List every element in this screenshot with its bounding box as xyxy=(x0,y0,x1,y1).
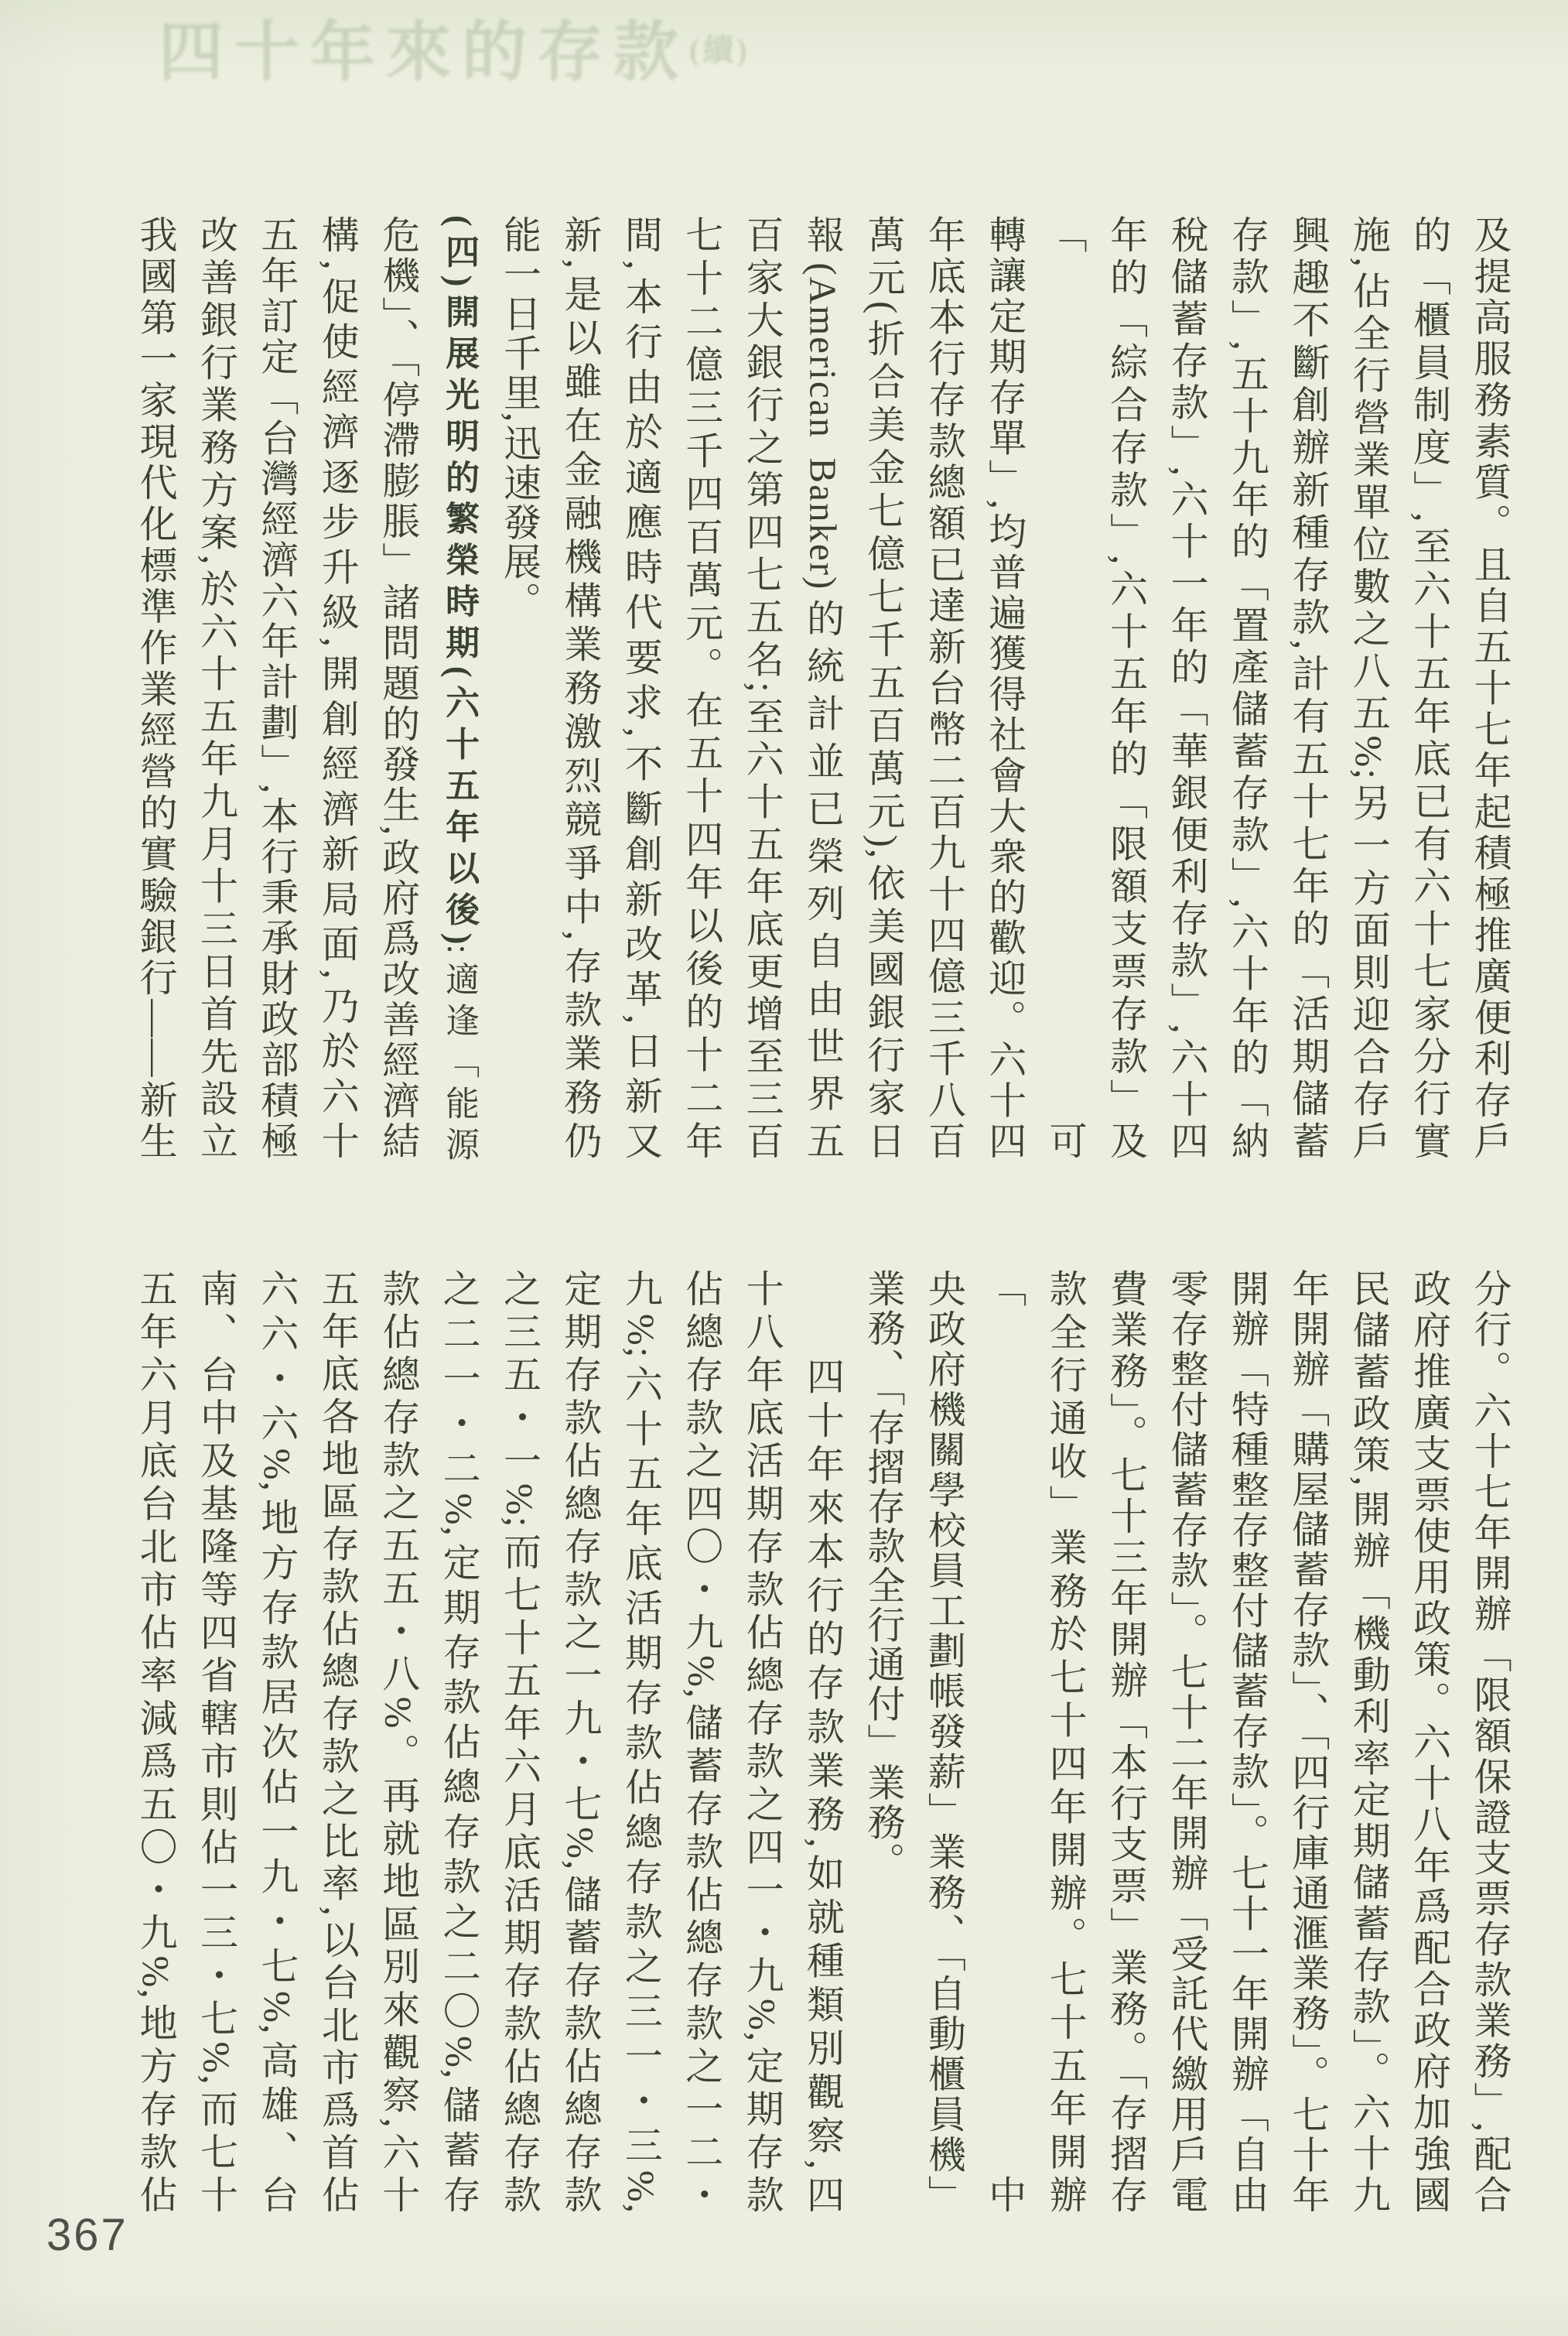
text-column xyxy=(792,215,852,1161)
column-text: 我國第一家現代化標準作業經營的實驗銀行——新生 xyxy=(135,215,178,1161)
column-text: 南、台中及基隆等四省轄市則佔一三・七%,而七十 xyxy=(195,1269,238,2215)
text-column xyxy=(125,1269,186,2215)
text-column xyxy=(1399,1269,1459,2215)
text-column xyxy=(429,215,489,1161)
column-text: 危機」、「停滯膨脹」諸問題的發生,政府爲改善經濟結 xyxy=(377,215,420,1161)
text-column xyxy=(1460,1269,1520,2215)
text-column xyxy=(1338,1269,1399,2215)
column-text: 施,佔全行營業單位數之八五%;另一方面則迎合存戶 xyxy=(1348,215,1391,1161)
column-text: 政府推廣支票使用政策。六十八年爲配合政府加強國 xyxy=(1408,1269,1451,2215)
column-text: 年底本行存款總額已達新台幣二百九十四億三千八百 xyxy=(923,215,966,1161)
lower-text-block xyxy=(135,1269,1520,2215)
column-text: 構,促使經濟逐步升級,開創經濟新局面,乃於六十 xyxy=(316,215,360,1161)
upper-text-block xyxy=(135,215,1520,1161)
column-text: 五年六月底台北市佔率減爲五〇・九%,地方存款佔 xyxy=(135,1269,178,2215)
text-column xyxy=(914,1269,974,2215)
text-column xyxy=(367,1269,428,2215)
text-column xyxy=(853,1269,914,2215)
column-text: 稅儲蓄存款」,六十一年的「華銀便利存款」,六十四 xyxy=(1165,215,1208,1161)
column-text: :適逢「能源 xyxy=(440,944,479,1161)
column-text: 存款」,五十九年的「置產儲蓄存款」,六十年的「納 xyxy=(1226,215,1269,1161)
column-text: 款全行通收」業務於七十四年開辦。七十五年開辦「中 xyxy=(983,1269,1088,2215)
column-text: 改善銀行業務方案,於六十五年九月十三日首先設立 xyxy=(195,215,238,1161)
column-text: 佔總存款之四〇・九%,儲蓄存款佔總存款之一二・ xyxy=(680,1269,723,2215)
column-text: 年開辦「購屋儲蓄存款」、「四行庫通滙業務」。七十年 xyxy=(1286,1269,1330,2215)
text-column xyxy=(1156,1269,1217,2215)
text-column xyxy=(610,215,671,1161)
column-text: 九%;六十五年底活期存款佔總存款之三一・三%, xyxy=(620,1269,663,2215)
text-column xyxy=(974,1269,1095,2215)
text-column xyxy=(1217,1269,1277,2215)
column-text: 分行。六十七年開辦「限額保證支票存款業務」,配合 xyxy=(1469,1269,1512,2215)
column-text: 轉讓定期存單」,均普遍獲得社會大衆的歡迎。六十四 xyxy=(983,215,1027,1161)
column-text: 百家大銀行之第四七五名;至六十五年底更增至三百 xyxy=(741,215,784,1161)
column-text: 五年底各地區存款佔總存款之比率,以台北市爲首佔 xyxy=(316,1269,360,2215)
column-text: 報(American Banker)的統計並已榮列自由世界五 xyxy=(801,215,845,1161)
text-column xyxy=(186,215,246,1161)
column-text: 萬元(折合美金七億七千五百萬元),依美國銀行家日 xyxy=(862,215,905,1161)
text-column xyxy=(367,215,428,1161)
text-column xyxy=(307,1269,367,2215)
text-column xyxy=(792,1269,852,2215)
text-column xyxy=(1338,215,1399,1161)
column-text: 七十二億三千四百萬元。在五十四年以後的十二年 xyxy=(680,215,723,1161)
column-text: 之三五・一%;而七十五年六月底活期存款佔總存款 xyxy=(498,1269,541,2215)
column-text: 業務、「存摺存款全行通付」業務。 xyxy=(862,1269,905,1882)
column-text: 款佔總存款之五五・八%。再就地區別來觀察,六十 xyxy=(377,1269,420,2215)
text-column xyxy=(125,215,186,1161)
text-column xyxy=(1399,215,1459,1161)
column-text: 定期存款佔總存款之一九・七%,儲蓄存款佔總存款 xyxy=(559,1269,602,2215)
text-column xyxy=(853,215,914,1161)
text-column xyxy=(914,215,974,1161)
column-text: 的「櫃員制度」,至六十五年底已有六十七家分行實 xyxy=(1408,215,1451,1161)
text-column xyxy=(1277,1269,1337,2215)
text-column xyxy=(550,215,610,1161)
text-column xyxy=(671,1269,731,2215)
text-column xyxy=(732,1269,792,2215)
text-column xyxy=(246,215,306,1161)
ghost-title-suffix: (續) xyxy=(689,32,750,67)
text-column xyxy=(1460,215,1520,1161)
column-text: 民儲蓄政策,開辦「機動利率定期儲蓄存款」。六十九 xyxy=(1348,1269,1391,2215)
text-column xyxy=(1217,215,1277,1161)
section-heading-text: (四)開展光明的繁榮時期(六十五年以後) xyxy=(440,215,479,945)
text-column xyxy=(489,1269,549,2215)
text-column xyxy=(1156,215,1217,1161)
text-column xyxy=(186,1269,246,2215)
text-column xyxy=(1035,215,1156,1161)
column-text: 年的「綜合存款」,六十五年的「限額支票存款」及「可 xyxy=(1044,215,1148,1161)
text-column xyxy=(246,1269,306,2215)
text-column xyxy=(1277,215,1337,1161)
column-text: 興趣不斷創辦新種存款,計有五十七年的「活期儲蓄 xyxy=(1286,215,1330,1161)
column-text: 五年訂定「台灣經濟六年計劃」,本行秉承財政部積極 xyxy=(255,215,299,1161)
text-column xyxy=(671,215,731,1161)
column-text: 之二一・二%,定期存款佔總存款之二〇%,儲蓄存 xyxy=(438,1269,481,2215)
ghost-running-title xyxy=(159,0,750,94)
column-text: 零存整付儲蓄存款」。七十二年開辦「受託代繳用戶電 xyxy=(1165,1269,1208,2215)
column-text: 間,本行由於適應時代要求,不斷創新改革,日新又 xyxy=(620,215,663,1161)
column-text: 開辦「特種整存整付儲蓄存款」。七十一年開辦「自由 xyxy=(1226,1269,1269,2215)
ghost-title-text: 四十年來的存款 xyxy=(159,17,690,89)
text-column xyxy=(550,1269,610,2215)
column-text: 央政府機關學校員工劃帳發薪」業務、「自動櫃員機」 xyxy=(923,1269,966,2215)
text-column xyxy=(1095,1269,1156,2215)
column-text: 費業務」。七十三年開辦「本行支票」業務。「存摺存 xyxy=(1105,1269,1148,2215)
text-column xyxy=(429,1269,489,2215)
column-text: 六六・六%,地方存款居次佔一九・七%,高雄、台 xyxy=(255,1269,299,2215)
text-column xyxy=(307,215,367,1161)
column-text: 能一日千里,迅速發展。 xyxy=(498,215,541,621)
column-text: 及提高服務素質。且自五十七年起積極推廣便利存戶 xyxy=(1469,215,1512,1161)
text-column xyxy=(974,215,1034,1161)
text-column xyxy=(489,215,549,1161)
text-column xyxy=(732,215,792,1161)
text-column xyxy=(610,1269,671,2215)
page-number: 367 xyxy=(46,2210,128,2260)
column-text: 十八年底活期存款佔總存款之四一・九%,定期存款 xyxy=(741,1269,784,2215)
column-text: 四十年來本行的存款業務,如就種類別觀察,四 xyxy=(801,1269,845,2215)
column-text: 新,是以雖在金融機構業務激烈競爭中,存款業務仍 xyxy=(559,215,602,1161)
